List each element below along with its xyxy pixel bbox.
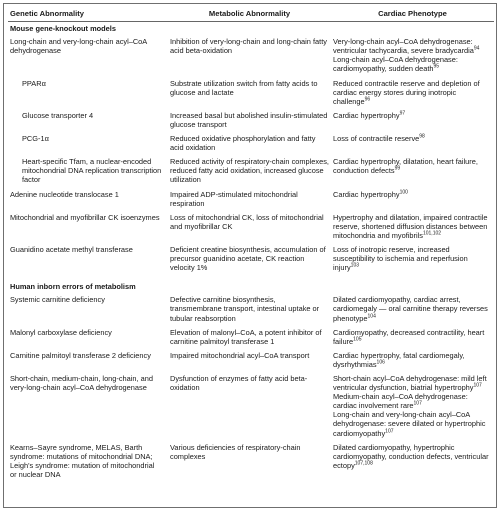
genetic-abnormality-cell: Malonyl carboxylase deficiency <box>10 327 112 337</box>
table-row <box>8 110 494 133</box>
genetic-abnormality-cell: Kearns–Sayre syndrome, MELAS, Barth syndrome: mutations of mitochondrial DNA; Leigh's syndrome: mutation of mitochondrial or nuclear DNA <box>10 442 155 479</box>
genetic-abnormality-cell: Systemic carnitine deficiency <box>10 295 105 305</box>
phenotype-text: Very-long-chain acyl–CoA dehydrogenase: ventricular tachycardia, severe bradycardia <box>333 37 474 56</box>
cardiac-phenotype-cell <box>331 110 494 133</box>
phenotype-line <box>333 410 492 437</box>
phenotype-line <box>333 374 492 392</box>
phenotype-line <box>333 443 492 470</box>
reference-superscript: 99 <box>394 165 401 172</box>
cardiac-phenotype-cell <box>331 133 494 156</box>
phenotype-line <box>333 79 492 106</box>
reference-superscript: 100 <box>399 189 408 196</box>
cardiac-phenotype-cell <box>331 350 494 373</box>
metabolic-abnormality-cell: Increased basal but abolished insulin-stimulated glucose transport <box>170 110 328 129</box>
table-row <box>8 373 494 442</box>
table-page <box>3 3 497 508</box>
phenotype-line <box>333 392 492 410</box>
genetic-abnormality-cell: Adenine nucleotide translocase 1 <box>10 189 119 199</box>
table-row <box>8 327 494 350</box>
phenotype-line <box>333 245 492 272</box>
cardiac-phenotype-cell <box>331 36 494 77</box>
cardiac-phenotype-cell <box>331 327 494 350</box>
metabolic-abnormality-cell: Defective carnitine biosynthesis, transmembrane transport, intestinal uptake or tubular reabsorption <box>170 295 320 323</box>
phenotype-line <box>333 351 492 369</box>
table-row <box>8 78 494 110</box>
reference-superscript: 94 <box>473 45 480 52</box>
reference-superscript: 107,108 <box>354 460 373 467</box>
table-row <box>8 442 494 483</box>
section-row <box>8 276 494 294</box>
cardiac-phenotype-cell <box>331 442 494 483</box>
genetic-abnormality-cell: PPARα <box>22 78 46 88</box>
genetic-abnormality-cell: Glucose transporter 4 <box>22 110 94 120</box>
header-phenotype: Cardiac Phenotype <box>331 7 494 22</box>
metabolic-abnormality-cell: Various deficiencies of respiratory-chain complexes <box>170 442 301 461</box>
phenotype-text: Cardiac hypertrophy <box>333 189 400 199</box>
section-title: Mouse gene-knockout models <box>10 24 116 34</box>
metabolic-abnormality-cell: Loss of mitochondrial CK, loss of mitochondrial and myofibrillar CK <box>170 212 324 231</box>
table-row <box>8 212 494 244</box>
genetic-abnormality-cell: PCG-1α <box>22 134 49 144</box>
phenotype-line <box>333 134 492 143</box>
metabolic-abnormality-cell: Impaired mitochondrial acyl–CoA transport <box>170 350 310 360</box>
cardiac-phenotype-cell <box>331 373 494 442</box>
phenotype-text: Cardiac hypertrophy, dilatation, heart failure, conduction defects <box>333 157 478 176</box>
phenotype-text: Short-chain acyl–CoA dehydrogenase: mild left ventricular dysfunction, biatrial hypertrophy <box>333 374 487 393</box>
phenotype-text: Medium-chain acyl–CoA dehydrogenase: cardiac involvement rare <box>333 392 468 411</box>
reference-superscript: 104 <box>367 313 376 320</box>
reference-superscript: 105 <box>353 336 362 343</box>
phenotype-line <box>333 37 492 55</box>
phenotype-line <box>333 157 492 175</box>
phenotype-line <box>333 213 492 240</box>
cardiac-phenotype-cell <box>331 156 494 188</box>
phenotype-text: Cardiac hypertrophy, fatal cardiomegaly, dysrhythmias <box>333 350 465 369</box>
phenotype-line <box>333 328 492 346</box>
genetic-abnormality-cell: Carnitine palmitoyl transferase 2 deficiency <box>10 350 151 360</box>
phenotype-text: Loss of inotropic reserve, increased susceptibility to ischemia and reperfusion injury <box>333 244 468 273</box>
metabolic-abnormality-cell: Deficient creatine biosynthesis, accumulation of precursor guanidino acetate, CK reaction velocity 1% <box>170 244 326 273</box>
reference-superscript: 106 <box>376 359 385 366</box>
phenotype-text: Loss of contractile reserve <box>333 134 420 144</box>
table-row <box>8 156 494 188</box>
metabolic-abnormality-cell: Elevation of malonyl–CoA, a potent inhibitor of carnitine palmitoyl transferase 1 <box>170 327 322 346</box>
phenotype-text: Cardiac hypertrophy <box>333 110 400 120</box>
phenotype-text: Dilated cardiomyopathy, cardiac arrest, cardiomegaly — oral carnitine therapy reverses phenotype <box>333 295 488 323</box>
phenotype-line <box>333 55 492 73</box>
genetic-abnormality-cell: Heart-specific Tfam, a nuclear-encoded mitochondrial DNA replication transcription factor <box>22 157 162 185</box>
section-title: Human inborn errors of metabolism <box>10 282 136 292</box>
table-row <box>8 36 494 77</box>
cardiac-phenotype-cell <box>331 244 494 276</box>
table-row <box>8 350 494 373</box>
header-genetic: Genetic Abnormality <box>8 7 168 22</box>
reference-superscript: 96 <box>364 96 371 103</box>
genetic-abnormality-cell: Mitochondrial and myofibrillar CK isoenzymes <box>10 212 160 222</box>
table-row <box>8 244 494 276</box>
phenotype-line <box>333 111 492 120</box>
abnormality-table <box>8 7 494 483</box>
table-row <box>8 189 494 212</box>
genetic-abnormality-cell: Guanidino acetate methyl transferase <box>10 244 133 254</box>
metabolic-abnormality-cell: Substrate utilization switch from fatty acids to glucose and lactate <box>170 78 318 97</box>
reference-superscript: 107 <box>413 400 422 407</box>
phenotype-text: Long-chain acyl–CoA dehydrogenase: cardiomyopathy, sudden death <box>333 55 458 74</box>
phenotype-line <box>333 190 492 199</box>
metabolic-abnormality-cell: Impaired ADP-stimulated mitochondrial respiration <box>170 189 298 208</box>
reference-superscript: 107 <box>473 382 482 389</box>
reference-superscript: 107 <box>385 428 394 435</box>
reference-superscript: 97 <box>399 110 406 117</box>
table-row <box>8 133 494 156</box>
phenotype-text: Long-chain and very-long-chain acyl–CoA dehydrogenase: severe dilated or hypertrophic cardiomyopathy <box>333 410 486 438</box>
metabolic-abnormality-cell: Reduced activity of respiratory-chain complexes, reduced fatty acid oxidation, increased glucose utilization <box>170 157 329 185</box>
cardiac-phenotype-cell <box>331 78 494 110</box>
header-metabolic: Metabolic Abnormality <box>168 7 331 22</box>
cardiac-phenotype-cell <box>331 212 494 244</box>
metabolic-abnormality-cell: Dysfunction of enzymes of fatty acid beta-oxidation <box>170 374 308 393</box>
reference-superscript: 101,102 <box>422 230 442 237</box>
reference-superscript: 98 <box>419 133 425 140</box>
section-row <box>8 22 494 37</box>
phenotype-line <box>333 295 492 322</box>
reference-superscript: 95 <box>433 64 440 70</box>
phenotype-text: Reduced contractile reserve and depletion of cardiac energy stores during inotropic challenge <box>333 78 480 106</box>
genetic-abnormality-cell: Long-chain and very-long-chain acyl–CoA dehydrogenase <box>10 37 147 56</box>
cardiac-phenotype-cell <box>331 294 494 326</box>
metabolic-abnormality-cell: Reduced oxidative phosphorylation and fatty acid oxidation <box>170 134 316 153</box>
phenotype-text: Hypertrophy and dilatation, impaired contractile reserve, shortened diffusion distances between mitochondria and myofibrils <box>333 212 488 240</box>
reference-superscript: 103 <box>350 262 360 269</box>
table-body <box>8 22 494 483</box>
genetic-abnormality-cell: Short-chain, medium-chain, long-chain, and very-long-chain acyl–CoA dehydrogenase <box>10 374 153 393</box>
cardiac-phenotype-cell <box>331 189 494 212</box>
metabolic-abnormality-cell: Inhibition of very-long-chain and long-chain fatty acid beta-oxidation <box>170 37 327 56</box>
header-row <box>8 7 494 22</box>
phenotype-text: Dilated cardiomyopathy, hypertrophic cardiomyopathy, conduction defects, ventricular ectopy <box>333 442 489 470</box>
table-row <box>8 294 494 326</box>
phenotype-text: Cardiomyopathy, decreased contractility, heart failure <box>333 327 485 346</box>
